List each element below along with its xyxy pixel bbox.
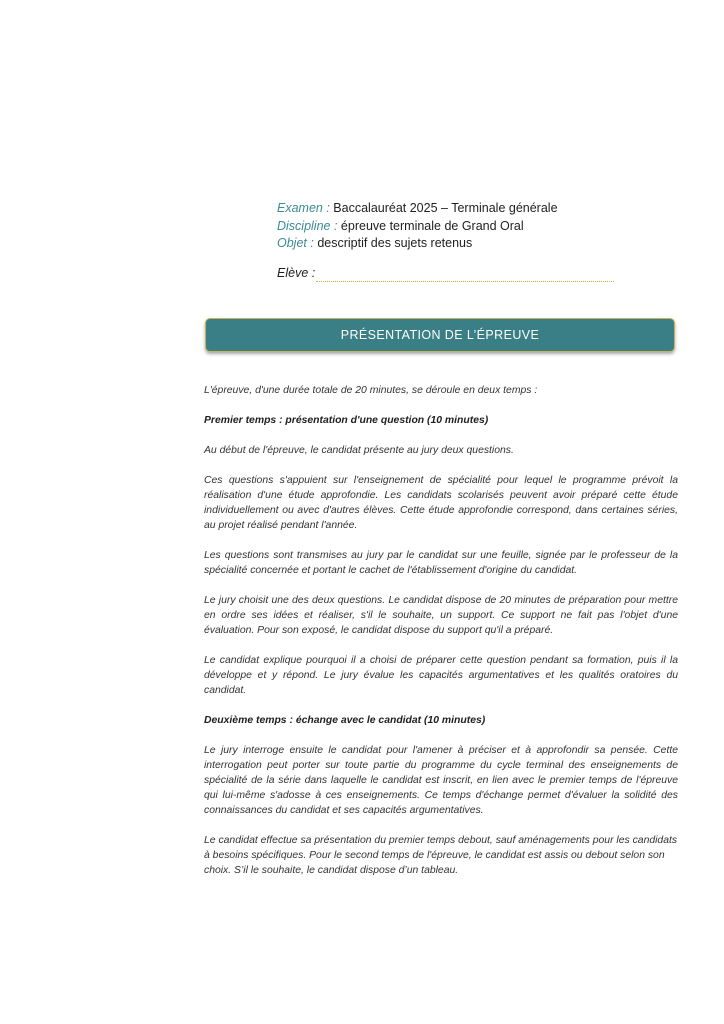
objet-value: descriptif des sujets retenus bbox=[317, 236, 473, 250]
examen-row bbox=[277, 200, 558, 218]
paragraph-2: Ces questions s'appuient sur l'enseignement de spécialité pour lequel le programme prévoit la réalisation d'une étude approfondie. Les candidats scolarisés peuvent avoir préparé cette étude individuellement ou avec d'autres élèves. Cette étude approfondie correspond, dans certaines séries, au projet réalisé pendant l'année. bbox=[204, 475, 678, 531]
section-banner-title: PRÉSENTATION DE L’ÉPREUVE bbox=[340, 328, 540, 342]
paragraph-1: Au début de l'épreuve, le candidat présente au jury deux questions. bbox=[204, 445, 514, 456]
intro-paragraph: L'épreuve, d'une durée totale de 20 minutes, se déroule en deux temps : bbox=[204, 385, 538, 396]
paragraph-5: Le candidat explique pourquoi il a choisi de préparer cette question pendant sa formation, puis il la développe et y répond. Le jury évalue les capacités argumentatives et les qualités oratoires du candidat. bbox=[204, 655, 678, 696]
discipline-value: épreuve terminale de Grand Oral bbox=[340, 218, 524, 233]
paragraph-3: Les questions sont transmises au jury par le candidat sur une feuille, signée par le professeur de la spécialité concernée et portant le cachet de l'établissement d'origine du candidat. bbox=[204, 550, 678, 576]
heading-premier-temps: Premier temps : présentation d'une question (10 minutes) bbox=[204, 415, 489, 426]
objet-label: Objet : bbox=[277, 236, 314, 250]
examen-value: Baccalauréat 2025 – Terminale générale bbox=[333, 201, 558, 215]
paragraph-6: Le jury interroge ensuite le candidat pour l'amener à préciser et à approfondir sa pensée. Cette interrogation peut porter sur toute partie du programme du cycle terminal des enseignements de spécialité de la série dans laquelle le candidat est inscrit, en lien avec le premier temps de l'épreuve qui lui-même s'adosse à ces enseignements. Ce temps d'échange permet d'évaluer la solidité des connaissances du candidat et ses capacités argumentatives. bbox=[204, 745, 678, 816]
discipline-label: Discipline : bbox=[277, 218, 338, 233]
discipline-row bbox=[277, 218, 558, 236]
heading-deuxieme-temps: Deuxième temps : échange avec le candidat (10 minutes) bbox=[204, 715, 486, 726]
paragraph-7: Le candidat effectue sa présentation du premier temps debout, sauf aménagements pour les candidats à besoins spécifiques. Pour le second temps de l'épreuve, le candidat est assis ou debout selon son choix. S’il le souhaite, le candidat dispose d’un tableau. bbox=[204, 835, 678, 876]
objet-row bbox=[277, 235, 558, 253]
eleve-label: Elève : bbox=[277, 266, 316, 280]
section-banner bbox=[205, 318, 675, 352]
examen-label: Examen : bbox=[277, 201, 330, 215]
paragraph-4: Le jury choisit une des deux questions. Le candidat dispose de 20 minutes de préparation pour mettre en ordre ses idées et réaliser, s'il le souhaite, un support. Ce support ne fait pas l'objet d'une évaluation. Pour son exposé, le candidat dispose du support qu'il a préparé. bbox=[204, 595, 678, 636]
document-header bbox=[277, 200, 558, 253]
document-body bbox=[204, 383, 678, 893]
eleve-dotted-line bbox=[316, 281, 614, 282]
